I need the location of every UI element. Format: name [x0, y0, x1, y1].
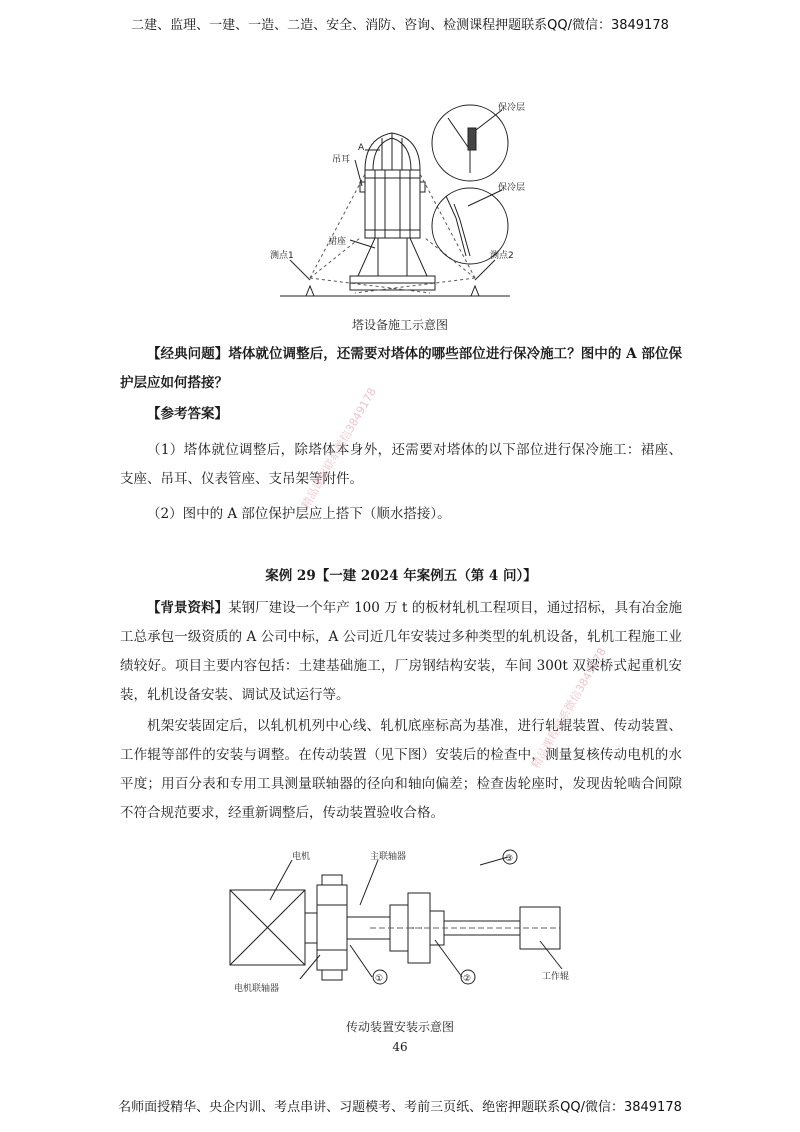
answer-item-1: （1）塔体就位调整后，除塔体本身外，还需要对塔体的以下部位进行保冷施工：裙座、支座、吊耳、仪表管座、支吊架等附件。 [120, 442, 682, 487]
fig1-label-skirt: 裙座 [328, 237, 347, 247]
background-text: 某钢厂建设一个年产 100 万 t 的板材轧机工程项目，通过招标，具有冶金施工总承包一级资质的 A 公司中标，A 公司近几年安装过多种类型的轧机设备，轧机工程施工业绩较好。项目主要内容包括：土建基础施工，厂房钢结构安装，车间 300t 双梁桥式起重机安装，轧机设备安装、调试及试运行等。 [120, 600, 683, 703]
question-tag: 【经典问题】 [147, 346, 229, 362]
fig1-label-insulation-top: 保冷层 [498, 103, 526, 113]
watermark: 精品课程联系微信3849178 [529, 645, 609, 771]
fig2-label-main-coupling: 主联轴器 [370, 852, 407, 862]
background-tag: 【背景资料】 [147, 600, 229, 616]
page-header: 二建、监理、一建、一造、二造、安全、消防、咨询、检测课程押题联系QQ/微信：3849178 [131, 18, 669, 33]
answer-tag: 【参考答案】 [147, 406, 228, 422]
answer-item-2: （2）图中的 A 部位保护层应上搭下（顺水搭接）。 [147, 506, 451, 522]
fig1-label-point1: 测点1 [270, 251, 294, 261]
watermark: 精品课程联系微信3849178 [299, 385, 379, 511]
tower-figure [270, 98, 530, 308]
question-text: 塔体就位调整后，还需要对塔体的哪些部位进行保冷施工？图中的 A 部位保护层应如何搭接？ [120, 346, 682, 391]
fig2-label-motor-coupling: 电机联轴器 [234, 984, 280, 994]
fig2-label-motor: 电机 [292, 852, 311, 862]
fig2-label-3: ③ [505, 854, 514, 864]
fig1-label-point2: 测点2 [490, 251, 514, 261]
installation-paragraph: 机架安装固定后，以轧机机列中心线、轧机底座标高为基准，进行轧辊装置、传动装置、工作辊等部件的安装与调整。在传动装置（见下图）安装后的检查中，测量复核传动电机的水平度；用百分表和专用工具测量联轴器的径向和轴向偏差；检查齿轮座时，发现齿轮啮合间隙不符合规范要求，经重新调整后，传动装置验收合格。 [120, 718, 682, 821]
fig1-caption: 塔设备施工示意图 [351, 318, 448, 332]
fig2-label-2: ② [463, 974, 472, 984]
page-number: 46 [392, 1040, 408, 1054]
fig1-label-a: A [358, 143, 365, 153]
fig2-caption: 传动装置安装示意图 [345, 1020, 454, 1034]
fig2-label-1: ① [375, 974, 384, 984]
question-paragraph [120, 340, 682, 398]
fig1-label-lug: 吊耳 [332, 155, 351, 165]
transmission-figure [220, 845, 590, 1010]
fig2-label-work-roll: 工作辊 [542, 972, 570, 982]
case-title: 案例 29【一建 2024 年案例五（第 4 问）】 [265, 568, 537, 584]
page-footer: 名师面授精华、央企内训、考点串讲、习题模考、考前三页纸、绝密押题联系QQ/微信：3849178 [118, 1100, 682, 1115]
fig1-label-insulation-bottom: 保冷层 [498, 183, 526, 193]
